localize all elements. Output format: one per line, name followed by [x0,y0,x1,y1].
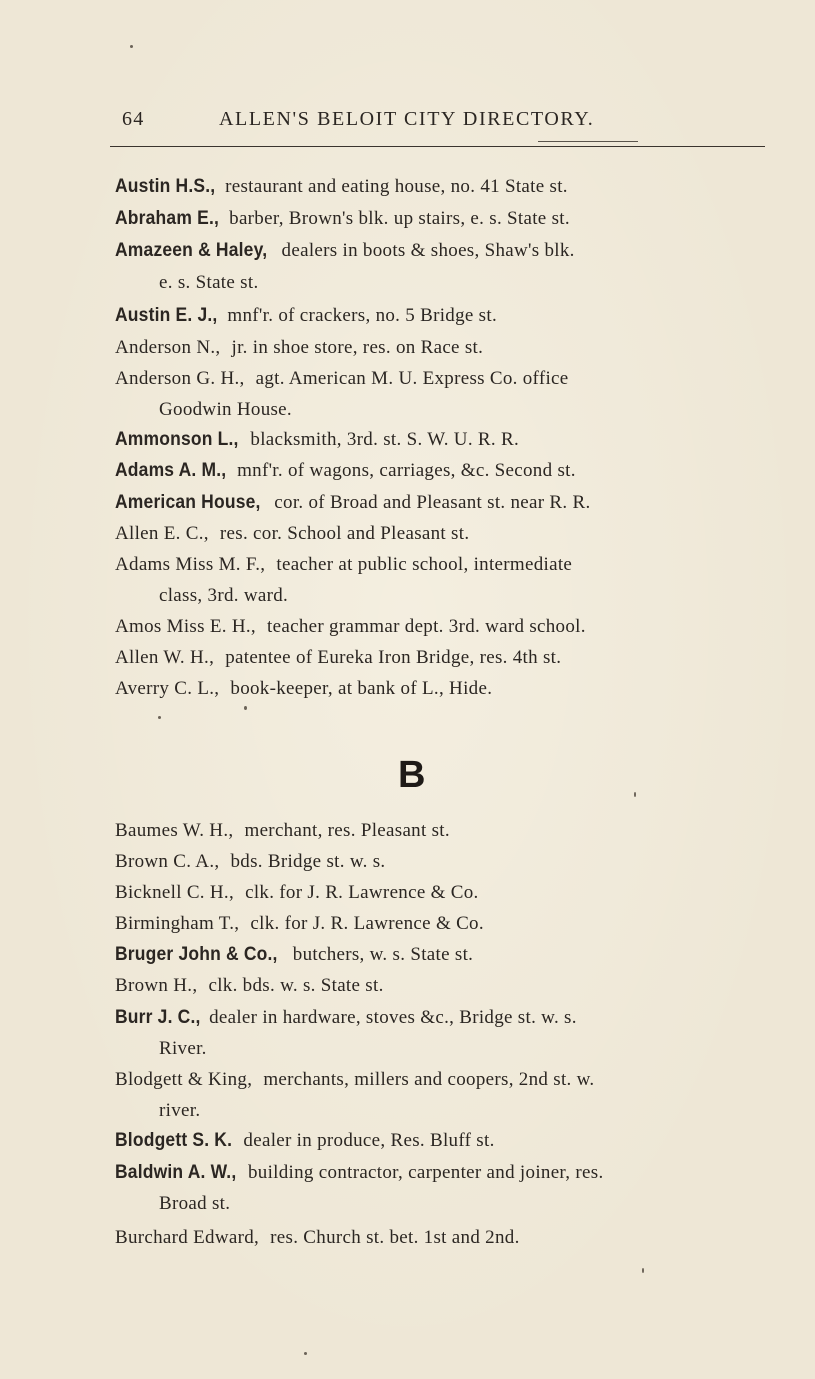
entry-text: res. cor. School and Pleasant st. [219,523,470,544]
entry-text: res. Church st. bet. 1st and 2nd. [270,1227,520,1248]
entry-continuation: Broad st. [159,1193,231,1214]
directory-entry [115,171,765,202]
entry-name: Blodgett & King, [115,1069,253,1090]
directory-entry [115,203,765,234]
entry-text: merchants, millers and coopers, 2nd st. w. [263,1069,595,1090]
entry-name: Allen W. H., [115,647,215,668]
entry-text: mnf'r. of crackers, no. 5 Bridge st. [227,305,498,326]
directory-entry [115,611,765,642]
page-number: 64 [122,108,145,130]
entry-text: patentee of Eureka Iron Bridge, res. 4th st. [225,647,562,668]
entry-text: dealer in hardware, stoves &c., Bridge st. w. s. [209,1007,577,1028]
directory-entry [115,908,765,939]
directory-entry [115,549,765,606]
entry-name: Burr J. C., [115,1007,201,1028]
paper-speck [244,706,247,710]
directory-entry [115,1222,765,1253]
entry-text: clk. for J. R. Lawrence & Co. [245,882,479,903]
entry-name: Amazeen & Haley, [115,240,268,261]
entry-continuation: Goodwin House. [159,399,292,420]
directory-entry [115,363,765,420]
entry-name: Anderson N., [115,337,221,358]
directory-entry [115,815,765,846]
entry-name: Brown C. A., [115,851,220,872]
entry-text: book-keeper, at bank of L., Hide. [230,678,493,699]
entry-text: cor. of Broad and Pleasant st. near R. R. [274,492,591,513]
entry-name: Bicknell C. H., [115,882,235,903]
directory-entry [115,1064,765,1121]
entry-text: restaurant and eating house, no. 41 State st. [225,176,568,197]
entry-name: Austin E. J., [115,305,218,326]
directory-entry [115,673,765,704]
entry-text: teacher grammar dept. 3rd. ward school. [267,616,586,637]
entry-name: Adams A. M., [115,460,227,481]
paper-speck [158,716,161,719]
paper-speck [304,1352,307,1355]
entry-name: Austin H.S., [115,176,216,197]
entry-name: Anderson G. H., [115,368,245,389]
entry-continuation: river. [159,1100,201,1121]
page-header [122,108,642,138]
entry-text: bds. Bridge st. w. s. [230,851,386,872]
directory-entry [115,970,765,1001]
entry-text: mnf'r. of wagons, carriages, &c. Second st. [237,460,576,481]
directory-entry [115,518,765,549]
entry-text: dealers in boots & shoes, Shaw's blk. [281,240,575,261]
directory-entry [115,877,765,908]
directory-entry [115,846,765,877]
entry-name: Blodgett S. K. [115,1130,233,1151]
entry-text: butchers, w. s. State st. [292,944,474,965]
entry-name: Averry C. L., [115,678,220,699]
entry-continuation: e. s. State st. [159,272,259,293]
entry-name: Allen E. C., [115,523,209,544]
entry-name: Ammonson L., [115,429,239,450]
page-title: ALLEN'S BELOIT CITY DIRECTORY. [219,108,595,130]
directory-entry [115,1002,765,1059]
section-letter: B [398,754,426,796]
entry-text: dealer in produce, Res. Bluff st. [243,1130,495,1151]
directory-entry [115,1125,765,1156]
entry-name: Birmingham T., [115,913,240,934]
entry-name: Baldwin A. W., [115,1162,237,1183]
entry-name: Adams Miss M. F., [115,554,266,575]
header-rule [110,146,765,147]
entry-text: merchant, res. Pleasant st. [244,820,450,841]
entry-name: Bruger John & Co., [115,944,278,965]
directory-entry [115,424,765,455]
entry-name: Brown H., [115,975,198,996]
entry-name: Burchard Edward, [115,1227,260,1248]
directory-entry [115,642,765,673]
entry-continuation: class, 3rd. ward. [159,585,289,606]
directory-entry [115,235,765,293]
directory-entry [115,300,765,331]
directory-entry [115,1157,765,1214]
entry-name: Baumes W. H., [115,820,234,841]
paper-speck [634,792,636,797]
entry-text: agt. American M. U. Express Co. office [255,368,569,389]
entry-name: Abraham E., [115,208,220,229]
header-rule-short [538,141,638,142]
entry-text: jr. in shoe store, res. on Race st. [231,337,484,358]
entry-name: American House, [115,492,261,513]
directory-entry [115,939,765,970]
entry-text: barber, Brown's blk. up stairs, e. s. State st. [229,208,570,229]
entry-text: clk. for J. R. Lawrence & Co. [250,913,484,934]
directory-entry [115,455,765,486]
directory-entry [115,487,765,518]
entry-text: teacher at public school, intermediate [276,554,573,575]
entry-text: clk. bds. w. s. State st. [208,975,384,996]
entry-name: Amos Miss E. H., [115,616,256,637]
paper-speck [642,1268,644,1273]
directory-entry [115,332,765,363]
entry-text: blacksmith, 3rd. st. S. W. U. R. R. [250,429,520,450]
paper-speck [130,45,133,48]
entry-continuation: River. [159,1038,207,1059]
entry-text: building contractor, carpenter and joiner, res. [248,1162,604,1183]
